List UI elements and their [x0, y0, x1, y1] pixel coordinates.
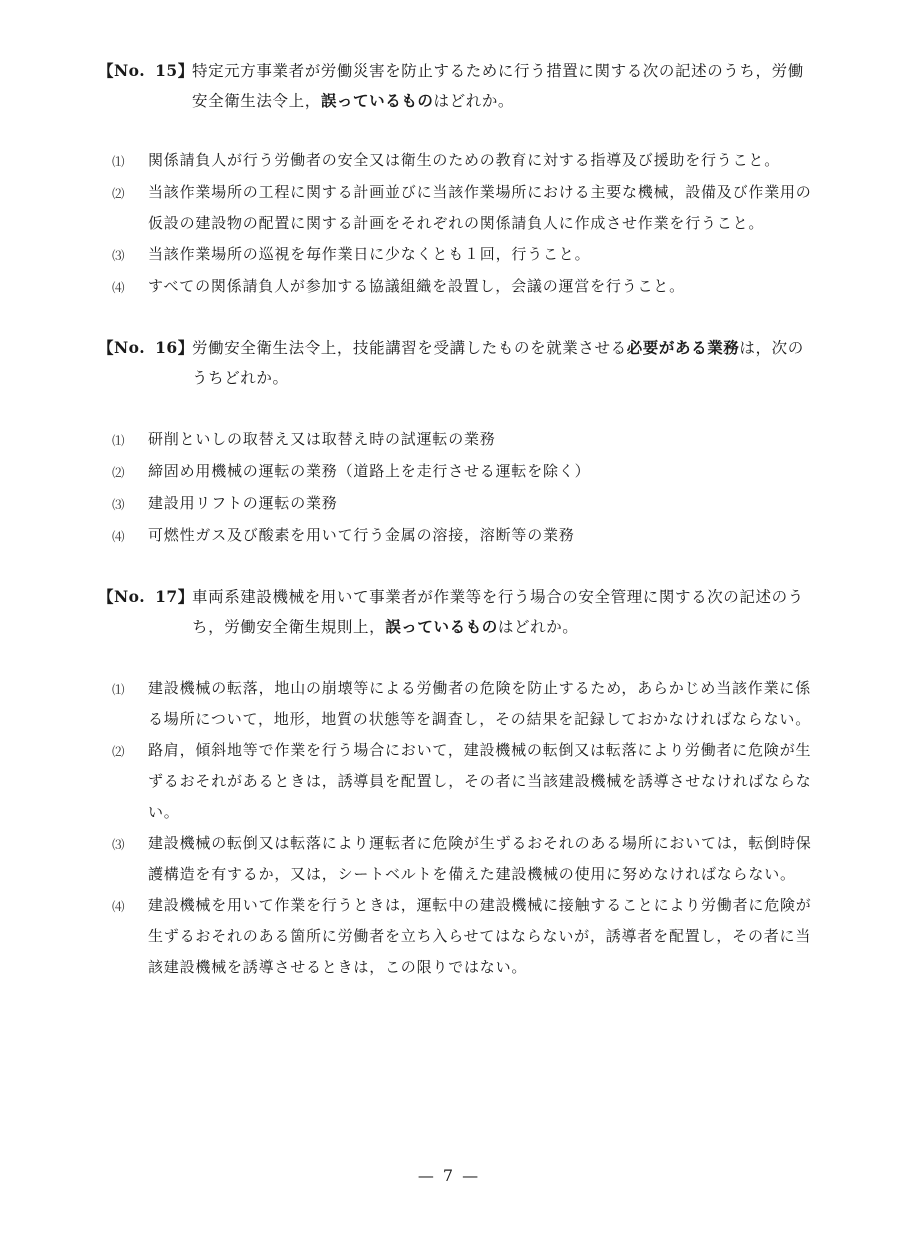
choice-1: ⑴ 研削といしの取替え又は取替え時の試運転の業務 — [112, 430, 496, 448]
choice-3: ⑶ 建設用リフトの運転の業務 — [112, 494, 338, 512]
emphasis-text: 誤っているもの — [320, 92, 434, 110]
choice-1: ⑴ 建設機械の転落，地山の崩壊等による労働者の危険を防止するため，あらかじめ当該作業に係る場所について，地形，地質の状態等を調査し，その結果を記録しておかなければならない。 — [112, 679, 812, 728]
question-text: 労働安全衛生法令上，技能講習を受講したものを就業させる必要がある業務は，次のうちどれか。 — [192, 339, 804, 387]
choice-3: ⑶ 建設機械の転倒又は転落により運転者に危険が生ずるおそれのある場所においては，転倒時保護構造を有するか，又は，シートベルトを備えた建設機械の使用に努めなければならない。 — [112, 834, 812, 883]
question-17-header — [98, 582, 818, 642]
choice-4: ⑷ 建設機械を用いて作業を行うときは，運転中の建設機械に接触することにより労働者に危険が生ずるおそれのある箇所に労働者を立ち入らせてはならないが，誘導者を配置し，その者に当該建設機械を誘導させるときは，この限りではない。 — [112, 896, 812, 976]
question-number: 【No. 17】 — [98, 587, 194, 606]
question-text: 車両系建設機械を用いて事業者が作業等を行う場合の安全管理に関する次の記述のうち，労働安全衛生規則上，誤っているものはどれか。 — [192, 588, 804, 636]
choice-4: ⑷ 可燃性ガス及び酸素を用いて行う金属の溶接，溶断等の業務 — [112, 526, 575, 544]
page-number: — 7 — — [417, 1166, 481, 1185]
choice-2: ⑵ 当該作業場所の工程に関する計画並びに当該作業場所における主要な機械，設備及び作業用の仮設の建設物の配置に関する計画をそれぞれの関係請負人に作成させ作業を行うこと。 — [112, 183, 812, 232]
question-17-choices — [112, 673, 812, 983]
emphasis-text: 誤っているもの — [385, 618, 498, 636]
question-number: 【No. 16】 — [98, 338, 194, 357]
question-text: 特定元方事業者が労働災害を防止するために行う措置に関する次の記述のうち，労働安全衛生法令上，誤っているものはどれか。 — [192, 62, 804, 110]
emphasis-text: 必要がある業務 — [626, 339, 740, 357]
choice-2: ⑵ 締固め用機械の運転の業務（道路上を走行させる運転を除く） — [112, 462, 591, 480]
choice-3: ⑶ 当該作業場所の巡視を毎作業日に少なくとも１回，行うこと。 — [112, 245, 591, 263]
choice-2: ⑵ 路肩，傾斜地等で作業を行う場合において，建設機械の転倒又は転落により労働者に危険が生ずるおそれがあるときは，誘導員を配置し，その者に当該建設機械を誘導させなければならない。 — [112, 741, 812, 821]
question-number: 【No. 15】 — [98, 61, 194, 80]
choice-1: ⑴ 関係請負人が行う労働者の安全又は衛生のための教育に対する指導及び援助を行うこと。 — [112, 151, 781, 169]
question-16-header — [98, 333, 818, 393]
question-16-choices — [112, 424, 812, 552]
question-15-choices — [112, 145, 812, 303]
question-15-header — [98, 56, 818, 116]
choice-4: ⑷ すべての関係請負人が参加する協議組織を設置し，会議の運営を行うこと。 — [112, 277, 685, 295]
